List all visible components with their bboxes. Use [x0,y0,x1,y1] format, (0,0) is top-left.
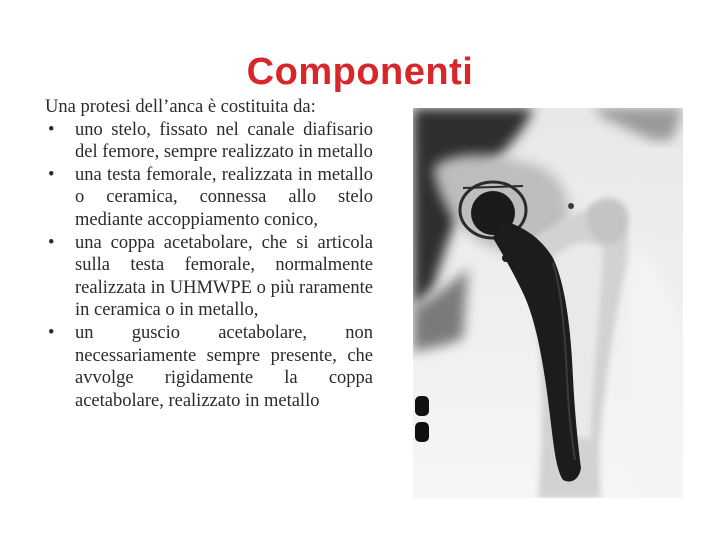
bullet-marker: • [48,164,55,185]
list-item-text: uno stelo, fissato nel canale diafisario del femore, sempre realizzato in metallo [75,119,373,163]
intro-text: Una protesi dell’anca è costituita da: [45,97,316,117]
list-item [45,322,373,412]
list-item [45,232,373,322]
list-item-text: una testa femorale, realizzata in metallo o ceramica, connessa allo stelo mediante accoppiamento conico, [75,164,373,230]
hip-prosthesis-xray-image [413,108,683,498]
list-item-text: una coppa acetabolare, che si articola sulla testa femorale, normalmente realizzata in UHMWPE o più raramente in ceramica o in metallo, [75,232,373,321]
bullet-marker: • [48,232,55,253]
bullet-marker: • [48,322,55,343]
text-content [45,96,373,412]
list-item-text: un guscio acetabolare, non necessariamente sempre presente, che avvolge rigidamente la coppa acetabolare, realizzato in metallo [75,322,373,411]
list-item [45,164,373,232]
list-item [45,119,373,164]
component-list [45,119,373,413]
bullet-marker: • [48,119,55,140]
slide-title: Componenti [246,51,474,94]
